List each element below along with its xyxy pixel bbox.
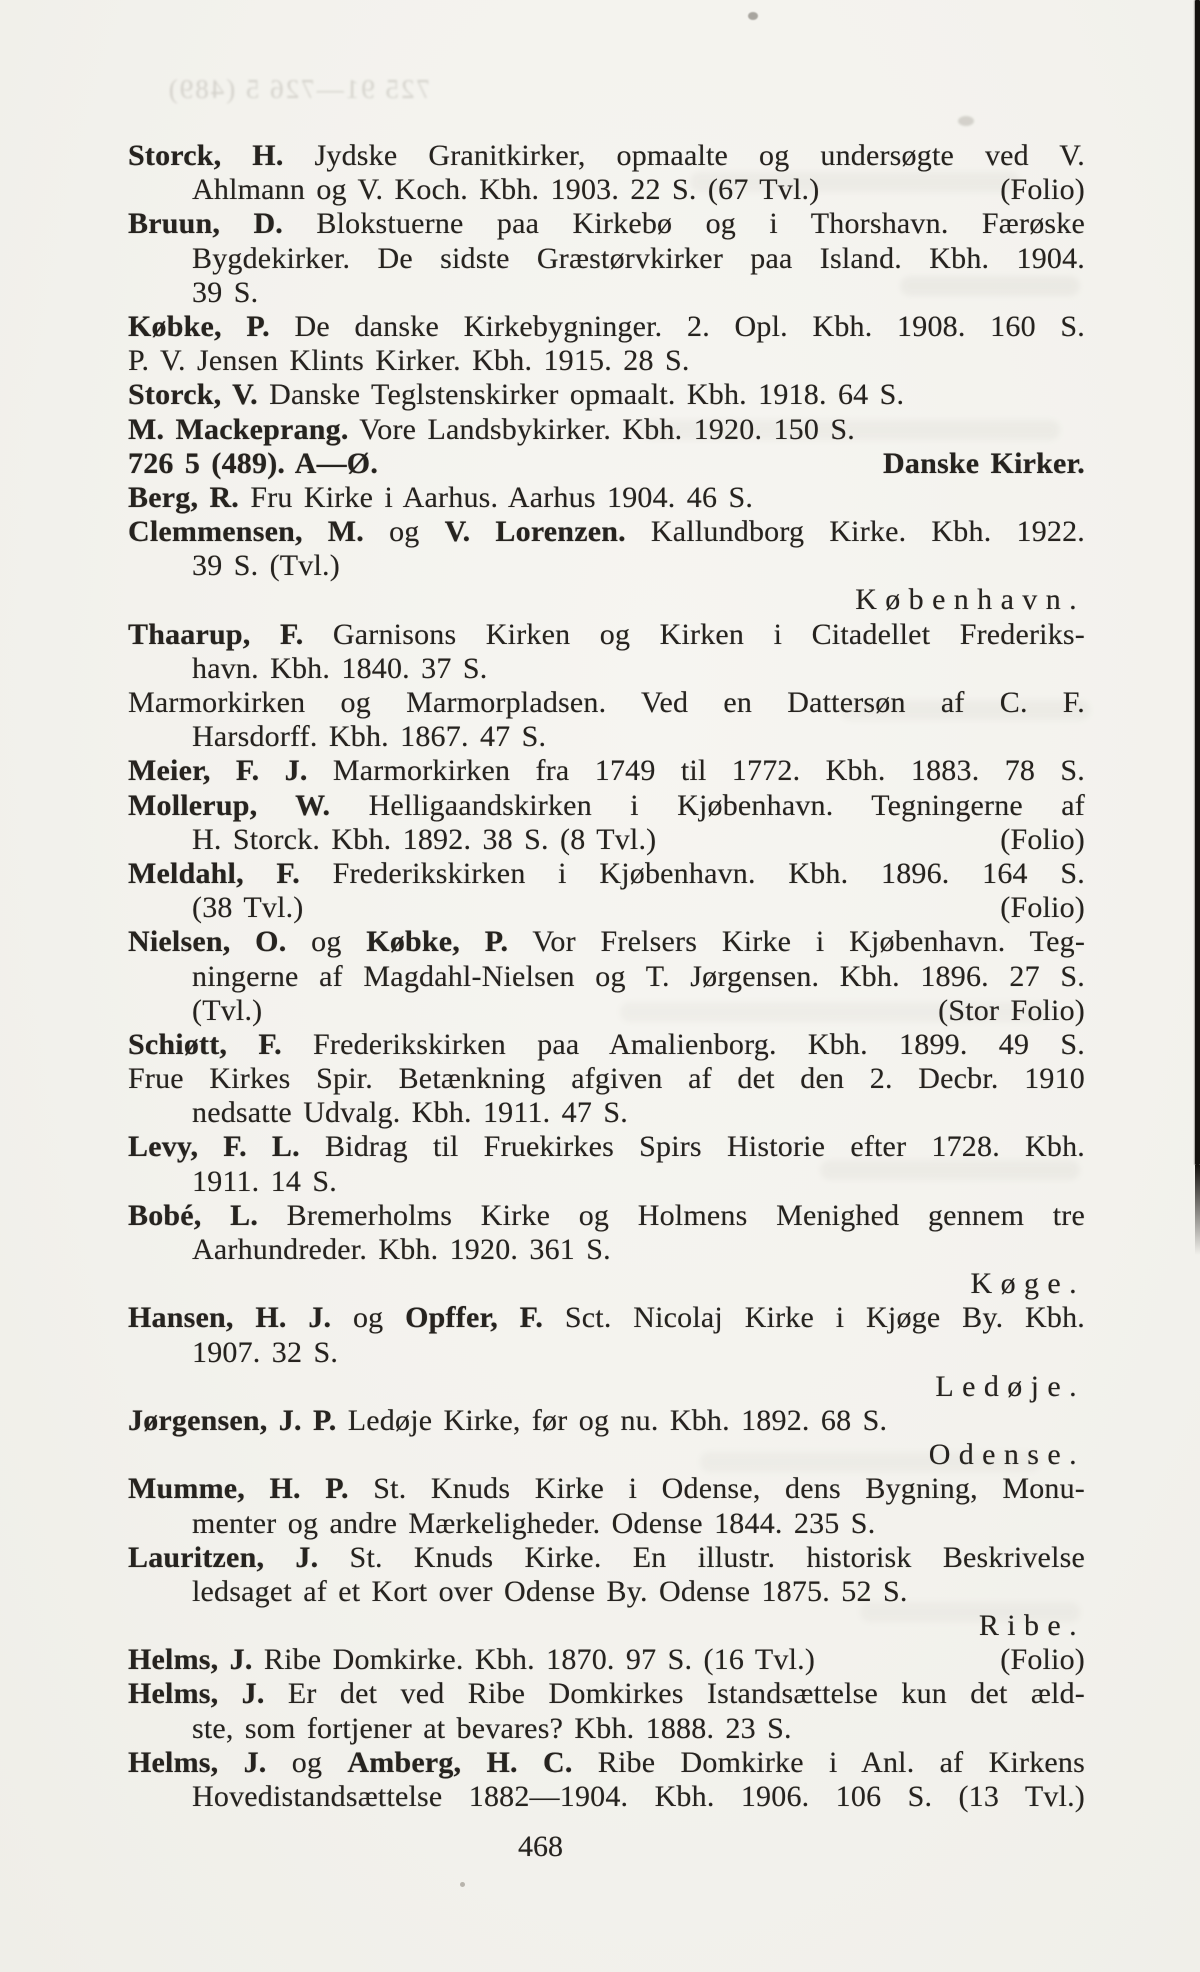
entry-text: og bbox=[286, 925, 367, 959]
line-right: Danske Kirker. bbox=[883, 446, 1085, 480]
entry-text: Frue Kirkes Spir. Betænkning afgiven af det den 2. Decbr. 1910 bbox=[128, 1062, 1085, 1096]
entry-text: Kallundborg Kirke. Kbh. 1922. bbox=[625, 515, 1085, 549]
entry-text: De danske Kirkebygninger. 2. Opl. Kbh. 1908. 160 S. bbox=[269, 309, 1085, 343]
entry-text: Marmorkirken og Marmorpladsen. Ved en Dattersøn af C. F. bbox=[128, 686, 1085, 719]
bib-line bbox=[128, 310, 1085, 344]
author-name: Bruun, D. bbox=[128, 207, 284, 241]
bib-line bbox=[128, 618, 1085, 652]
entry-text: St. Knuds Kirke i Odense, dens Bygning, Monu- bbox=[348, 1472, 1085, 1506]
author-name: M. Mackeprang. bbox=[128, 412, 349, 446]
line-right: (Stor Folio) bbox=[938, 993, 1085, 1027]
bib-line bbox=[128, 207, 1085, 241]
author-name: Storck, V. bbox=[128, 378, 258, 412]
bib-line bbox=[128, 1643, 1085, 1677]
entry-text: 39 S. (Tvl.) bbox=[192, 549, 340, 583]
entry-text: ledsaget af et Kort over Odense By. Odense 1875. 52 S. bbox=[192, 1574, 908, 1608]
author-name: Købke, P. bbox=[128, 309, 270, 343]
entry-text: Ribe Domkirke i Anl. af Kirkens bbox=[572, 1745, 1085, 1779]
page-number: 468 bbox=[518, 1830, 563, 1864]
bib-line bbox=[128, 1199, 1085, 1233]
entry-text: 1907. 32 S. bbox=[192, 1335, 339, 1369]
entry-text: Harsdorff. Kbh. 1867. 47 S. bbox=[192, 720, 547, 754]
entry-text: nedsatte Udvalg. Kbh. 1911. 47 S. bbox=[192, 1096, 628, 1130]
line-left bbox=[192, 823, 656, 857]
bib-line bbox=[128, 1130, 1085, 1164]
bib-line bbox=[128, 1746, 1085, 1780]
entry-text: St. Knuds Kirke. En illustr. historisk Beskrivelse bbox=[318, 1540, 1085, 1574]
entry-text: Aarhundreder. Kbh. 1920. 361 S. bbox=[192, 1233, 611, 1266]
bib-line bbox=[128, 652, 1085, 686]
bib-line bbox=[128, 515, 1085, 549]
entry-text: og bbox=[331, 1301, 406, 1335]
entry-text: 1911. 14 S. bbox=[192, 1164, 337, 1198]
section-heading bbox=[128, 1438, 1085, 1472]
author-name: Mumme, H. P. bbox=[128, 1472, 349, 1506]
bib-line bbox=[128, 173, 1085, 207]
line-left bbox=[128, 447, 378, 481]
entry-text: H. Storck. Kbh. 1892. 38 S. (8 Tvl.) bbox=[192, 822, 657, 856]
entry-text: Ledøje Kirke, før og nu. Kbh. 1892. 68 S. bbox=[336, 1403, 888, 1437]
author-name: Amberg, H. C. bbox=[347, 1745, 573, 1779]
line-left bbox=[192, 994, 262, 1028]
entry-text: (Tvl.) bbox=[192, 993, 263, 1027]
entry-text: (38 Tvl.) bbox=[192, 891, 304, 925]
bib-line bbox=[128, 413, 1085, 447]
bib-line bbox=[128, 1062, 1085, 1096]
bib-line bbox=[128, 1575, 1085, 1609]
entry-text: Garnisons Kirken og Kirken i Citadellet Frederiks- bbox=[303, 617, 1085, 651]
author-name: Meier, F. J. bbox=[128, 754, 308, 788]
bib-line bbox=[128, 1028, 1085, 1062]
entry-text: menter og andre Mærkeligheder. Odense 1844. 235 S. bbox=[192, 1506, 876, 1540]
author-name: Storck, H. bbox=[128, 139, 284, 172]
author-name: Clemmensen, M. bbox=[128, 515, 364, 549]
entry-text: P. V. Jensen Klints Kirker. Kbh. 1915. 28 S. bbox=[128, 344, 690, 378]
entry-text: Danske Teglstenskirker opmaalt. Kbh. 1918. 64 S. bbox=[257, 378, 905, 412]
ink-speck bbox=[748, 12, 758, 20]
section-heading-label: København. bbox=[855, 583, 1085, 617]
entry-text: Blokstuerne paa Kirkebø og i Thorshavn. Færøske bbox=[283, 207, 1085, 241]
bib-line bbox=[128, 1404, 1085, 1438]
bib-line bbox=[128, 139, 1085, 173]
author-name: Thaarup, F. bbox=[128, 617, 304, 651]
entry-text: Helligaandskirken i Kjøbenhavn. Tegningerne af bbox=[330, 788, 1085, 822]
entry-text: Marmorkirken fra 1749 til 1772. Kbh. 1883. 78 S. bbox=[307, 754, 1086, 788]
entry-text: og bbox=[364, 515, 445, 549]
bib-line bbox=[128, 1301, 1085, 1335]
author-name: 726 5 (489). A—Ø. bbox=[128, 446, 379, 480]
author-name: Mollerup, W. bbox=[128, 788, 331, 822]
bib-line bbox=[128, 1472, 1085, 1506]
section-heading bbox=[128, 1609, 1085, 1643]
bib-line bbox=[128, 789, 1085, 823]
entry-text: Hovedistandsættelse 1882—1904. Kbh. 1906. 106 S. (13 Tvl.) bbox=[192, 1780, 1085, 1813]
author-name: Nielsen, O. bbox=[128, 925, 287, 959]
entry-text: Vor Frelsers Kirke i Kjøbenhavn. Teg- bbox=[508, 925, 1086, 959]
author-name: Helms, J. bbox=[128, 1643, 253, 1677]
bib-line bbox=[128, 1780, 1085, 1814]
entry-text: havn. Kbh. 1840. 37 S. bbox=[192, 651, 488, 685]
author-name: Jørgensen, J. P. bbox=[128, 1403, 337, 1437]
entry-text: ste, som fortjener at bevares? Kbh. 1888. 23 S. bbox=[192, 1711, 792, 1745]
author-name: Lauritzen, J. bbox=[128, 1540, 319, 1574]
author-name: Meldahl, F. bbox=[128, 856, 300, 890]
author-name: Hansen, H. J. bbox=[128, 1301, 332, 1335]
bleed-through-text: 725 91—726 5 (489) bbox=[166, 74, 430, 104]
line-left bbox=[192, 173, 819, 207]
scan-gutter-bar bbox=[1195, 0, 1200, 1165]
entry-text: ningerne af Magdahl-Nielsen og T. Jørgensen. Kbh. 1896. 27 S. bbox=[192, 959, 1085, 993]
section-heading bbox=[128, 1267, 1085, 1301]
bib-line bbox=[128, 1541, 1085, 1575]
line-left bbox=[192, 891, 304, 925]
line-right: (Folio) bbox=[1000, 891, 1085, 925]
bib-line bbox=[128, 481, 1085, 515]
section-heading-label: Ledøje. bbox=[935, 1369, 1085, 1403]
bib-line bbox=[128, 1507, 1085, 1541]
section-heading-label: Odense. bbox=[928, 1438, 1085, 1472]
bib-line bbox=[128, 925, 1085, 959]
bib-line bbox=[128, 823, 1085, 857]
author-name: V. Lorenzen. bbox=[444, 515, 626, 549]
bib-line bbox=[128, 276, 1085, 310]
bib-line bbox=[128, 960, 1085, 994]
bib-line bbox=[128, 1677, 1085, 1711]
bib-line bbox=[128, 686, 1085, 720]
ink-speck bbox=[460, 1882, 465, 1887]
bib-line bbox=[128, 1712, 1085, 1746]
bib-line bbox=[128, 994, 1085, 1028]
bib-line bbox=[128, 242, 1085, 276]
author-name: Opffer, F. bbox=[405, 1301, 544, 1335]
bib-line bbox=[128, 378, 1085, 412]
entry-text: 39 S. bbox=[192, 275, 259, 309]
entry-text: Frederikskirken paa Amalienborg. Kbh. 1899. 49 S. bbox=[281, 1027, 1085, 1061]
bib-line bbox=[128, 720, 1085, 754]
line-right: (Folio) bbox=[1000, 173, 1085, 207]
author-name: Berg, R. bbox=[128, 480, 240, 514]
bib-line bbox=[128, 1165, 1085, 1199]
author-name: Levy, F. L. bbox=[128, 1130, 300, 1164]
author-name: Schiøtt, F. bbox=[128, 1027, 282, 1061]
entry-text: Sct. Nicolaj Kirke i Kjøge By. Kbh. bbox=[543, 1301, 1085, 1335]
entry-text: Vore Landsbykirker. Kbh. 1920. 150 S. bbox=[348, 412, 855, 446]
bib-line bbox=[128, 344, 1085, 378]
section-heading-label: Køge. bbox=[970, 1267, 1085, 1301]
line-left bbox=[128, 1643, 815, 1677]
bibliography-lines bbox=[128, 139, 1085, 1814]
entry-text: Ahlmann og V. Koch. Kbh. 1903. 22 S. (67 Tvl.) bbox=[192, 173, 820, 207]
entry-text: Er det ved Ribe Domkirkes Istandsættelse kun det æld- bbox=[264, 1677, 1085, 1711]
section-heading-label: Ribe. bbox=[978, 1609, 1085, 1643]
bib-line bbox=[128, 857, 1085, 891]
bib-line bbox=[128, 754, 1085, 788]
bib-line bbox=[128, 1336, 1085, 1370]
entry-text: Frederikskirken i Kjøbenhavn. Kbh. 1896. 164 S. bbox=[299, 856, 1085, 890]
entry-text: Fru Kirke i Aarhus. Aarhus 1904. 46 S. bbox=[239, 480, 754, 514]
entry-text: og bbox=[266, 1745, 348, 1779]
entry-text: Bidrag til Fruekirkes Spirs Historie efter 1728. Kbh. bbox=[299, 1130, 1085, 1164]
bib-line bbox=[128, 447, 1085, 481]
author-name: Bobé, L. bbox=[128, 1198, 259, 1232]
bib-line bbox=[128, 549, 1085, 583]
entry-text: Jydske Granitkirker, opmaalte og undersøgte ved V. bbox=[283, 139, 1085, 172]
author-name: Købke, P. bbox=[366, 925, 509, 959]
line-right: (Folio) bbox=[1000, 822, 1085, 856]
entry-text: Bremerholms Kirke og Holmens Menighed gennem tre bbox=[258, 1198, 1085, 1232]
author-name: Helms, J. bbox=[128, 1677, 265, 1711]
entry-text: Bygdekirker. De sidste Græstørvkirker paa Island. Kbh. 1904. bbox=[192, 241, 1085, 275]
entry-text: Ribe Domkirke. Kbh. 1870. 97 S. (16 Tvl.) bbox=[252, 1643, 816, 1677]
author-name: Helms, J. bbox=[128, 1745, 267, 1779]
section-heading bbox=[128, 1370, 1085, 1404]
bib-line bbox=[128, 891, 1085, 925]
bib-line bbox=[128, 1096, 1085, 1130]
text-block bbox=[128, 139, 1085, 1864]
bib-line bbox=[128, 1233, 1085, 1267]
line-right: (Folio) bbox=[1000, 1643, 1085, 1677]
section-heading bbox=[128, 583, 1085, 617]
ink-speck bbox=[958, 116, 974, 126]
